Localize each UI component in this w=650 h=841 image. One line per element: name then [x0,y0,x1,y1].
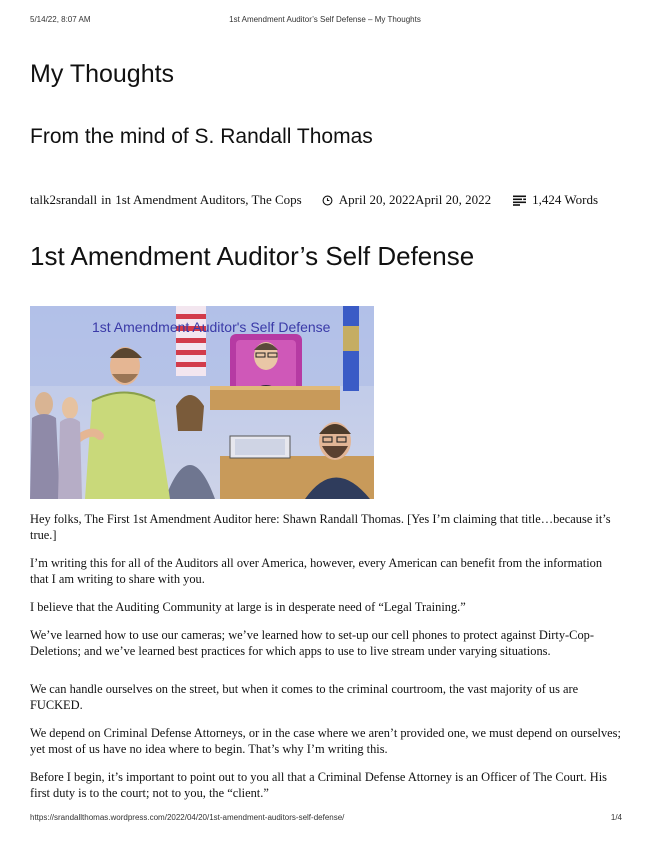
paragraph: Hey folks, The First 1st Amendment Auditor here: Shawn Randall Thomas. [Yes I’m claiming that title…because it’s true.] [30,512,611,542]
image-caption-text: 1st Amendment Auditor's Self Defense [92,319,331,335]
author-link[interactable]: talk2srandall [30,192,98,207]
print-header [30,15,620,27]
clock-icon [322,195,333,206]
print-datetime: 5/14/22, 8:07 AM [30,15,91,24]
print-page-number: 1/4 [610,813,622,822]
post-date-link[interactable]: April 20, 2022April 20, 2022 [338,192,492,207]
post-content [30,511,622,813]
word-count: 1,424 Words [532,192,599,207]
paragraph: We can handle ourselves on the street, but when it comes to the criminal courtroom, the vast majority of us are FUCKED. [30,682,579,712]
text-lines-icon [513,195,526,206]
category-links[interactable]: 1st Amendment Auditors, The Cops [115,192,302,207]
courtroom-sketch-illustration [30,306,374,499]
post-meta [30,192,598,208]
paragraph: I believe that the Auditing Community at large is in desperate need of “Legal Training.” [30,600,466,614]
print-url: https://srandallthomas.wordpress.com/2022/04/20/1st-amendment-auditors-self-defense/ [30,813,345,822]
paragraph: We depend on Criminal Defense Attorneys, or in the case where we aren’t provided one, we must depend on ourselves; yet most of us have no idea where to begin. That’s why I’m writing this. [30,726,621,756]
paragraph: I’m writing this for all of the Auditors all over America, however, every American can benefit from the information that I am writing to share with you. [30,556,603,586]
post-date-block [322,192,491,208]
featured-image [30,306,374,499]
post-title: 1st Amendment Auditor’s Self Defense [30,241,475,271]
word-count-block [513,192,598,208]
meta-in-word: in [101,192,112,207]
paragraph: We’ve learned how to use our cameras; we’ve learned how to set-up our cell phones to protect against Dirty-Cop-Deletions; and we’ve learned best practices for which apps to use to live stream under varying situations. [30,628,594,658]
print-page-title: 1st Amendment Auditor’s Self Defense – My Thoughts [229,15,421,24]
site-tagline: From the mind of S. Randall Thomas [30,125,373,148]
paragraph: Before I begin, it’s important to point out to you all that a Criminal Defense Attorney is an Officer of The Court. His first duty is to the court; not to you, the “client.” [30,770,607,800]
print-footer [30,813,622,825]
site-title[interactable]: My Thoughts [30,60,175,88]
